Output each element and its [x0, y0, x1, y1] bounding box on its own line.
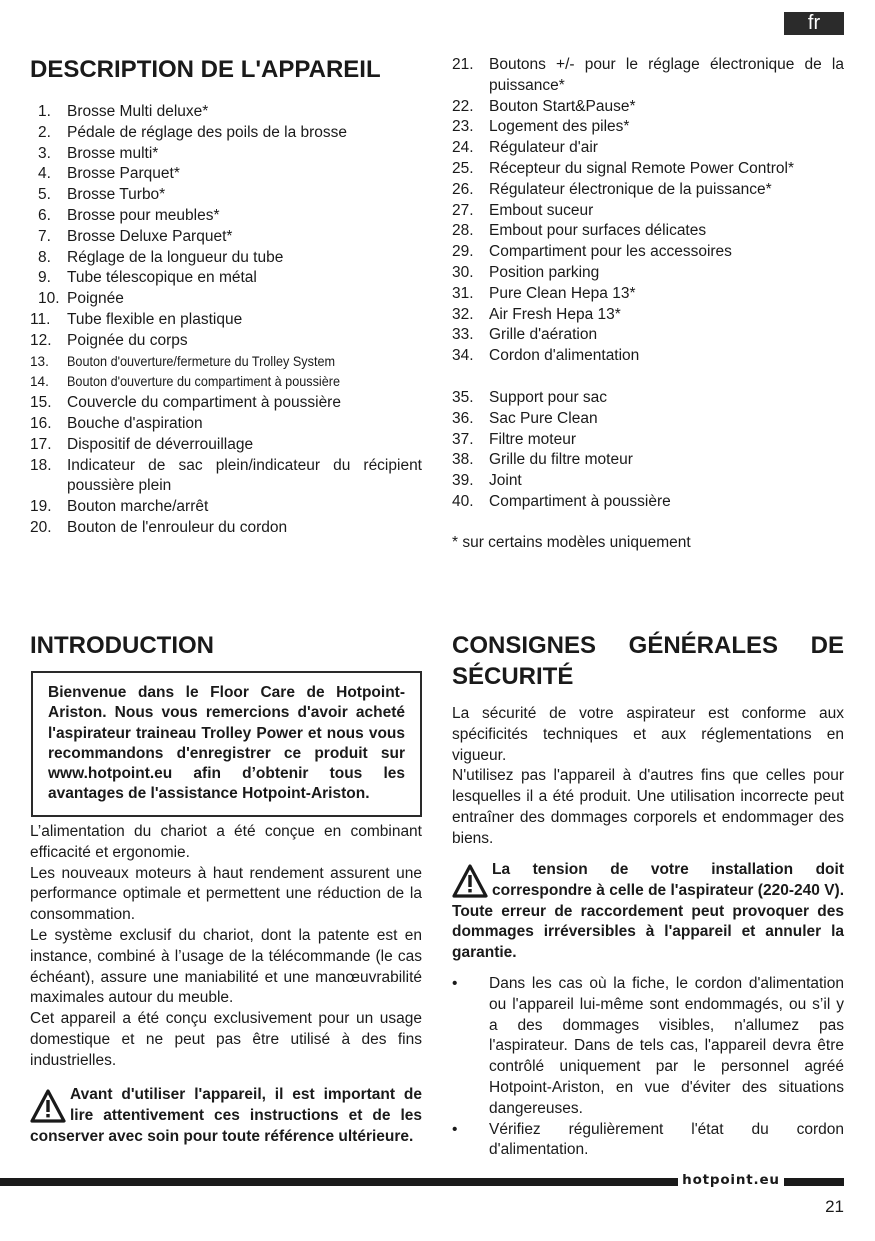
paragraph: La sécurité de votre aspirateur est conforme aux spécificités techniques et aux réglementations en vigueur. [452, 705, 844, 764]
welcome-box: Bienvenue dans le Floor Care de Hotpoint-Ariston. Nous vous remercions d'avoir acheté l'aspirateur traineau Trolley Power et nous vous recommandons d'enregistrer ce produit sur www.hotpoint.eu afin d’obtenir tous les avantages de l'assistance Hotpoint-Ariston. [31, 671, 422, 817]
list-item: 29. Compartiment pour les accessoires [452, 243, 732, 261]
list-item: 32. Air Fresh Hepa 13* [452, 305, 621, 323]
paragraph: N'utilisez pas l'appareil à d'autres fins que celles pour lesquelles il a été produit. Une utilisation incorrecte peut entraîner des dommages corporels et endommager des biens. [452, 767, 844, 847]
footer-rule-left [0, 1178, 678, 1186]
list-item: 27. Embout suceur [452, 201, 594, 219]
list-item: 39. Joint [452, 472, 522, 490]
language-tab: fr [784, 12, 844, 35]
footer-rule-right [784, 1178, 844, 1186]
list-item: 5. Brosse Turbo* [38, 186, 166, 204]
list-item: 34. Cordon d'alimentation [452, 347, 640, 365]
list-item: 35. Support pour sac [452, 389, 608, 406]
paragraph: L’alimentation du chariot a été conçue en combinant efficacité et ergonomie. [30, 823, 422, 861]
paragraph: Les nouveaux moteurs à haut rendement assurent une performance optimale et permettent une réduction de la consommation. [30, 864, 422, 924]
list-item: 37. Filtre moteur [452, 430, 576, 448]
list-item: 31. Pure Clean Hepa 13* [452, 284, 636, 302]
list-item: 17. Dispositif de déverrouillage [30, 435, 254, 453]
list-item: 8. Réglage de la longueur du tube [38, 248, 284, 266]
parts-list-right [452, 55, 844, 367]
list-item: 36. Sac Pure Clean [452, 409, 598, 427]
list-item: 26. Régulateur électronique de la puissance* [452, 180, 772, 198]
list-item: 24. Régulateur d'air [452, 139, 598, 157]
parts-list-left [30, 102, 422, 539]
list-item: 10. Poignée [38, 290, 124, 308]
list-item: 14. Bouton d'ouverture du compartiment à poussière [30, 374, 340, 390]
list-item: 4. Brosse Parquet* [38, 165, 180, 183]
list-item: 30. Position parking [452, 263, 600, 281]
list-item: 3. Brosse multi* [38, 144, 159, 162]
list-item: 9. Tube télescopique en métal [38, 269, 257, 287]
list-item: 12. Poignée du corps [30, 331, 188, 349]
description-title: DESCRIPTION DE L'APPAREIL [30, 56, 381, 83]
list-item: 7. Brosse Deluxe Parquet* [38, 227, 233, 245]
list-item: 22. Bouton Start&Pause* [452, 97, 636, 115]
introduction-warning: Avant d'utiliser l'appareil, il est important de lire attentivement ces instructions et de les conserver avec soin pour toute référence ultérieure. [30, 1086, 422, 1145]
list-item: 16. Bouche d'aspiration [30, 414, 203, 432]
list-item: 40. Compartiment à poussière [452, 492, 671, 510]
list-item: 33. Grille d'aération [452, 326, 598, 344]
page-number: 21 [825, 1197, 844, 1216]
safety-title: CONSIGNES GÉNÉRALES DE SÉCURITÉ [452, 632, 844, 690]
list-item: 19. Bouton marche/arrêt [30, 498, 209, 516]
paragraph: Cet appareil a été conçu exclusivement pour un usage domestique et ne peut pas être utilisé à des fins industrielles. [30, 1010, 422, 1069]
list-item: 15. Couvercle du compartiment à poussière [30, 394, 341, 412]
footnote: * sur certains modèles uniquement [452, 534, 691, 551]
list-item: 1. Brosse Multi deluxe* [38, 103, 209, 120]
list-item: 18. Indicateur de sac plein/indicateur du récipient poussière plein [30, 456, 422, 495]
safety-body [452, 704, 844, 850]
list-item: • Vérifiez régulièrement l'état du cordon d'alimentation. [452, 1120, 844, 1159]
introduction-body [30, 822, 422, 1072]
warning-triangle-icon [452, 862, 488, 900]
list-item: 2. Pédale de réglage des poils de la brosse [38, 123, 348, 141]
list-item: 20. Bouton de l'enrouleur du cordon [30, 518, 288, 536]
safety-bullets [452, 974, 844, 1161]
list-item: 25. Récepteur du signal Remote Power Control* [452, 159, 794, 177]
parts-list-right-2 [452, 388, 844, 513]
introduction-title: INTRODUCTION [30, 632, 214, 659]
list-item: • Dans les cas où la fiche, le cordon d'alimentation ou l'appareil lui-même sont endommagés, ou s’il y a des dommages visibles, n'allumez pas l'aspirateur. Dans de tels cas, l'appareil devra être contrôlé uniquement par le personnel agréé Hotpoint-Ariston, en vue d'éviter des situations dangereuses. [452, 975, 844, 1117]
list-item: 11. Tube flexible en plastique [30, 310, 243, 328]
voltage-warning: La tension de votre installation doit correspondre à celle de l'aspirateur (220-240 V). Toute erreur de raccordement peut provoquer des dommages irréversibles à l'appareil et annuler la garantie. [452, 861, 844, 962]
list-item: 13. Bouton d'ouverture/fermeture du Trolley System [30, 353, 336, 369]
list-item: 38. Grille du filtre moteur [452, 451, 633, 469]
brand-logo: hotpoint.eu [682, 1172, 780, 1188]
paragraph: Le système exclusif du chariot, dont la patente est en instance, combiné à l’usage de la télécommande (le cas échéant), assure une maniabilité et une manœuvrabilité maximales autour du meuble. [30, 926, 422, 1007]
list-item: 28. Embout pour surfaces délicates [452, 222, 707, 240]
warning-triangle-icon [30, 1087, 66, 1125]
list-item: 6. Brosse pour meubles* [38, 206, 220, 224]
list-item: 23. Logement des piles* [452, 118, 630, 136]
list-item: 21. Boutons +/- pour le réglage électronique de la puissance* [452, 56, 844, 94]
